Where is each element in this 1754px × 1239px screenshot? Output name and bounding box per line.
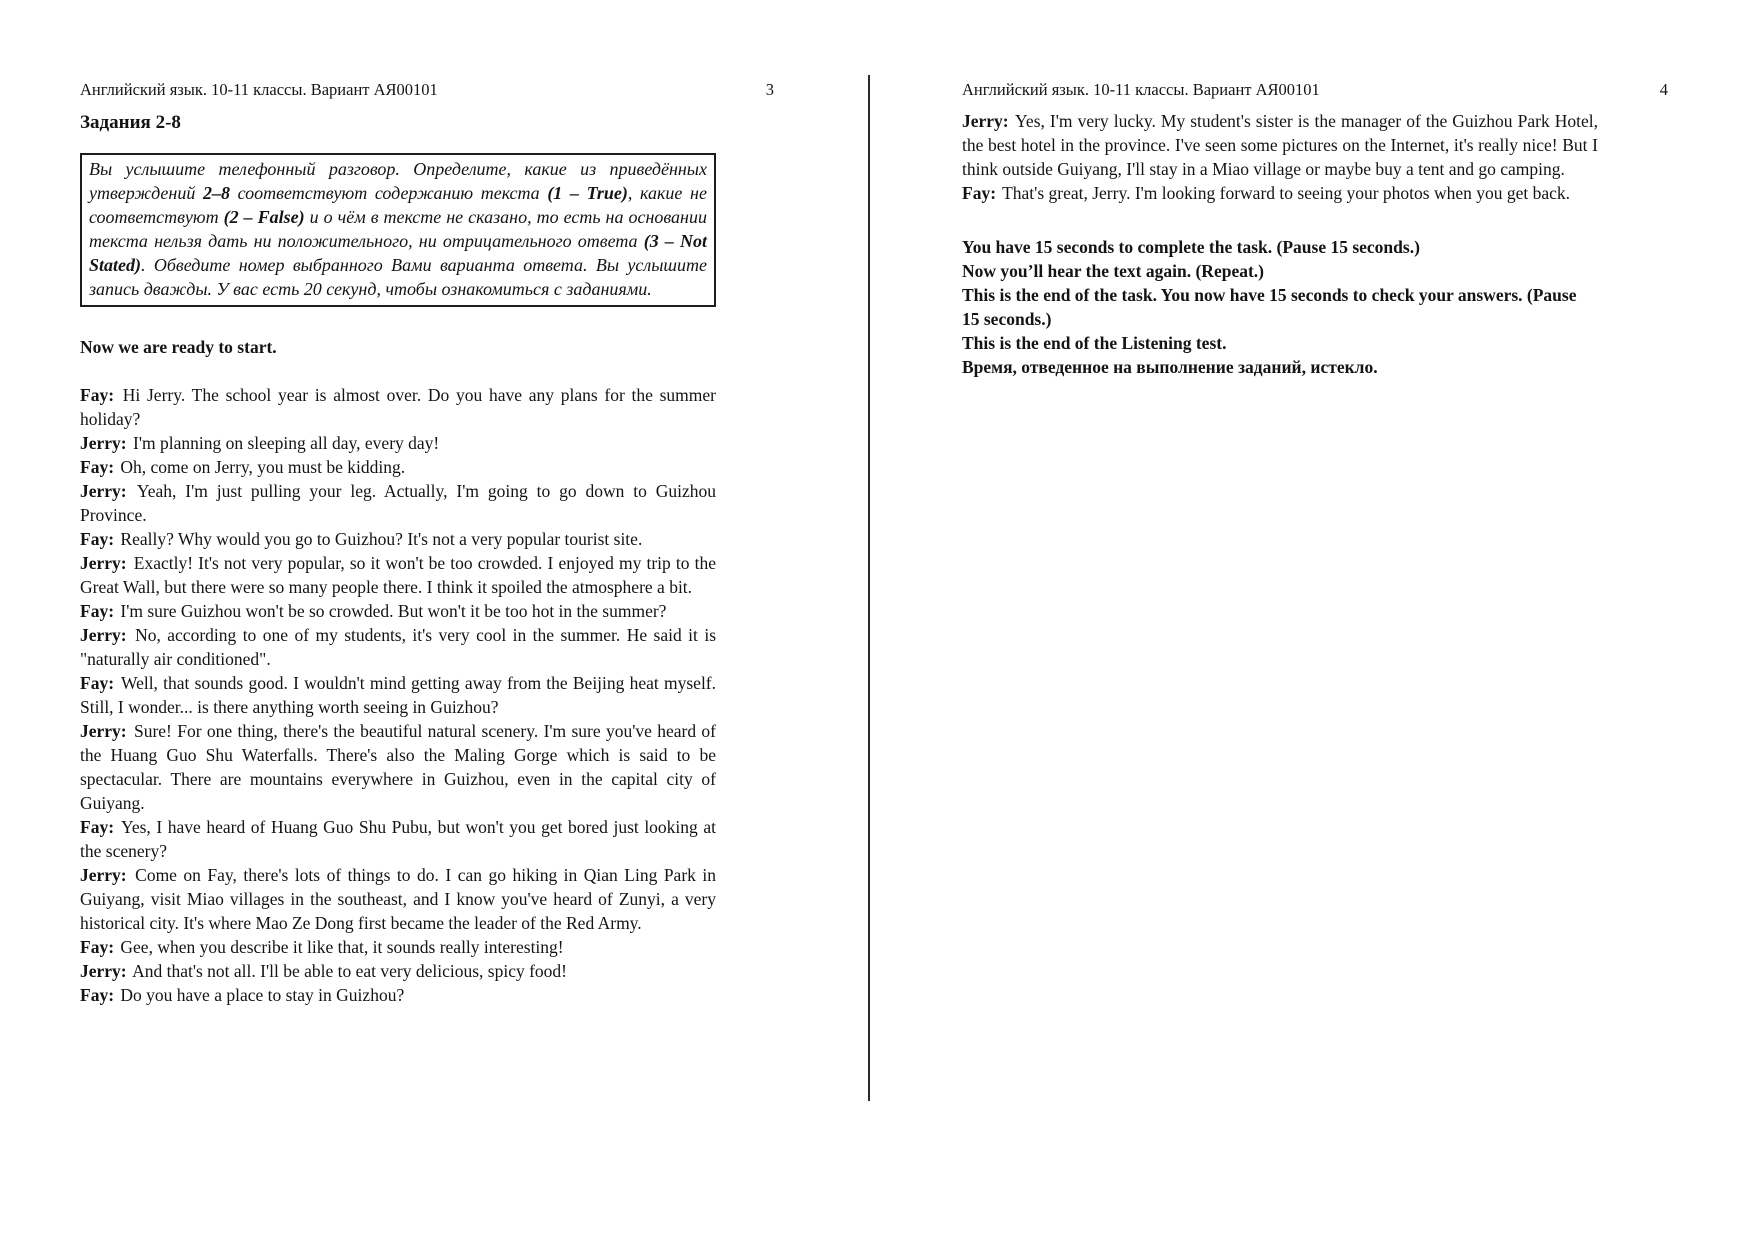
dialogue-turn bbox=[80, 719, 716, 815]
dialogue-turn bbox=[80, 623, 716, 671]
closing-instructions bbox=[962, 235, 1598, 379]
dialogue-turn bbox=[80, 959, 716, 983]
closing-line: This is the end of the Listening test. bbox=[962, 333, 1227, 353]
instruction-box bbox=[80, 153, 716, 307]
dialogue-turn bbox=[80, 455, 716, 479]
turn-text: Oh, come on Jerry, you must be kidding. bbox=[120, 457, 406, 477]
turn-text: Come on Fay, there's lots of things to do. I can go hiking in Qian Ling Park in Guiyang, visit Miao villages in the southeast, and I know you've heard of Zunyi, a very historical city. It's where Mao Ze Dong first became the leader of the Red Army. bbox=[80, 865, 717, 933]
speaker-label: Jerry: bbox=[80, 433, 127, 453]
speaker-label: Fay: bbox=[80, 985, 115, 1005]
page-number: 3 bbox=[765, 80, 774, 99]
page-header: Английский язык. 10-11 классы. Вариант АЯ00101 bbox=[962, 80, 1320, 99]
speaker-label: Jerry: bbox=[80, 865, 127, 885]
speaker-label: Fay: bbox=[80, 529, 115, 549]
dialogue-turn bbox=[80, 431, 716, 455]
closing-line: This is the end of the task. You now have 15 seconds to check your answers. (Pause 15 seconds.) bbox=[962, 285, 1577, 329]
turn-text: Really? Why would you go to Guizhou? It's not a very popular tourist site. bbox=[120, 529, 643, 549]
closing-line: You have 15 seconds to complete the task. (Pause 15 seconds.) bbox=[962, 237, 1420, 257]
instruction-text bbox=[89, 157, 707, 301]
dialogue-turn bbox=[80, 599, 716, 623]
turn-text: No, according to one of my students, it's very cool in the summer. He said it is "naturally air conditioned". bbox=[80, 625, 716, 669]
dialogue-turn bbox=[80, 527, 716, 551]
turn-text: And that's not all. I'll be able to eat very delicious, spicy food! bbox=[132, 961, 568, 981]
turn-text: That's great, Jerry. I'm looking forward to seeing your photos when you get back. bbox=[1002, 183, 1571, 203]
turn-text: Do you have a place to stay in Guizhou? bbox=[120, 985, 405, 1005]
turn-text: Yeah, I'm just pulling your leg. Actually, I'm going to go down to Guizhou Province. bbox=[80, 481, 716, 525]
page-left bbox=[80, 78, 774, 1007]
dialogue-turn bbox=[80, 863, 716, 935]
instruction-segment: соответствуют содержанию текста bbox=[229, 183, 548, 203]
instruction-segment: . Обведите номер выбранного Вами варианта ответа. Вы услышите запись дважды. У вас есть 20 секунд, чтобы ознакомиться с заданиями. bbox=[89, 255, 707, 299]
dialogue-turn bbox=[80, 815, 716, 863]
speaker-label: Fay: bbox=[80, 457, 115, 477]
dialogue-turn bbox=[80, 983, 716, 1007]
instruction-segment: Вы услышите телефонный разговор. Определите, какие из приведённых утверждений bbox=[89, 159, 707, 203]
closing-line: Now you’ll hear the text again. (Repeat.) bbox=[962, 261, 1264, 281]
speaker-label: Fay: bbox=[80, 673, 115, 693]
speaker-label: Fay: bbox=[962, 183, 997, 203]
dialogue-left bbox=[80, 383, 716, 1007]
turn-text: I'm sure Guizhou won't be so crowded. But won't it be too hot in the summer? bbox=[120, 601, 667, 621]
turn-text: Well, that sounds good. I wouldn't mind getting away from the Beijing heat myself. Still, I wonder... is there anything worth seeing in Guizhou? bbox=[80, 673, 717, 717]
instruction-segment: (3 – Not Stated) bbox=[89, 231, 708, 275]
speaker-label: Jerry: bbox=[962, 111, 1009, 131]
speaker-label: Fay: bbox=[80, 817, 115, 837]
turn-text: Yes, I have heard of Huang Guo Shu Pubu, but won't you get bored just looking at the scenery? bbox=[80, 817, 716, 861]
turn-text: Exactly! It's not very popular, so it won't be too crowded. I enjoyed my trip to the Great Wall, but there were so many people there. I think it spoiled the atmosphere a bit. bbox=[80, 553, 717, 597]
closing-line: Время, отведенное на выполнение заданий, истекло. bbox=[962, 357, 1378, 377]
page-divider bbox=[868, 75, 870, 1101]
speaker-label: Jerry: bbox=[80, 721, 127, 741]
instruction-segment: (1 – True) bbox=[547, 183, 628, 203]
dialogue-turn bbox=[80, 551, 716, 599]
page-left-header-row bbox=[80, 78, 774, 102]
turn-text: Sure! For one thing, there's the beautiful natural scenery. I'm sure you've heard of the Huang Guo Shu Waterfalls. There's also the Maling Gorge which is said to be spectacular. There are mountains everywhere in Guizhou, even in the capital city of Guiyang. bbox=[80, 721, 716, 813]
speaker-label: Fay: bbox=[80, 385, 115, 405]
speaker-label: Jerry: bbox=[80, 625, 127, 645]
dialogue-right bbox=[962, 109, 1598, 205]
turn-text: I'm planning on sleeping all day, every day! bbox=[133, 433, 440, 453]
dialogue-turn bbox=[962, 181, 1598, 205]
instruction-segment: 2–8 bbox=[202, 183, 230, 203]
dialogue-turn bbox=[80, 383, 716, 431]
page-right bbox=[962, 78, 1668, 379]
turn-text: Yes, I'm very lucky. My student's sister is the manager of the Guizhou Park Hotel, the best hotel in the province. I've seen some pictures on the Internet, it's really nice! But I think outside Guiyang, I'll stay in a Miao village or maybe buy a tent and go camping. bbox=[962, 111, 1598, 179]
turn-text: Gee, when you describe it like that, it sounds really interesting! bbox=[120, 937, 564, 957]
dialogue-turn bbox=[962, 109, 1598, 181]
instruction-segment: , какие не соответствуют bbox=[89, 183, 707, 227]
dialogue-turn bbox=[80, 671, 716, 719]
speaker-label: Jerry: bbox=[80, 481, 127, 501]
dialogue-turn bbox=[80, 479, 716, 527]
speaker-label: Fay: bbox=[80, 601, 115, 621]
section-title: Задания 2-8 bbox=[80, 112, 181, 133]
speaker-label: Jerry: bbox=[80, 553, 127, 573]
ready-line: Now we are ready to start. bbox=[80, 337, 277, 357]
dialogue-turn bbox=[80, 935, 716, 959]
page-number: 4 bbox=[1659, 80, 1668, 99]
instruction-segment: (2 – False) bbox=[223, 207, 305, 227]
page-right-header-row bbox=[962, 78, 1668, 102]
page-header: Английский язык. 10-11 классы. Вариант АЯ00101 bbox=[80, 80, 438, 99]
turn-text: Hi Jerry. The school year is almost over. Do you have any plans for the summer holiday? bbox=[80, 385, 716, 429]
instruction-segment: и о чём в тексте не сказано, то есть на основании текста нельзя дать ни положительного, ни отрицательного ответа bbox=[89, 207, 707, 251]
speaker-label: Jerry: bbox=[80, 961, 127, 981]
speaker-label: Fay: bbox=[80, 937, 115, 957]
